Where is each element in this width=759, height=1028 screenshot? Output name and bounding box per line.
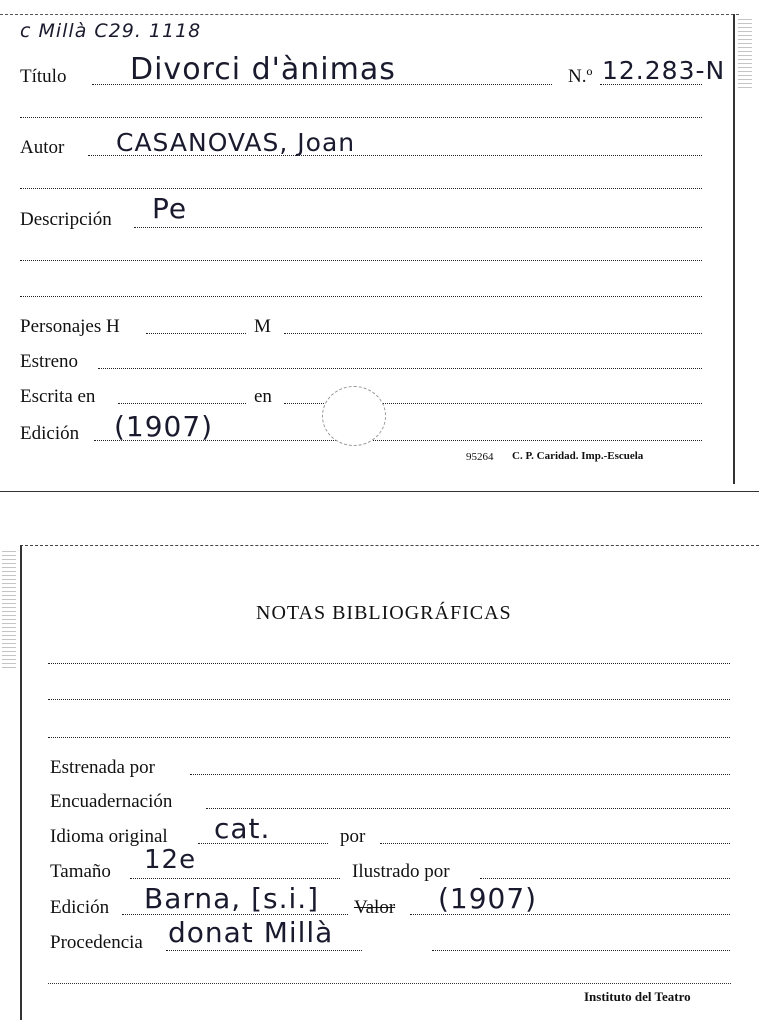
tamano-label: Tamaño [50, 861, 111, 882]
ilustrado-label: Ilustrado por [352, 861, 450, 882]
encuadernacion-label: Encuadernación [50, 791, 173, 812]
procedencia-line-2 [432, 950, 730, 951]
descripcion-label: Descripción [20, 209, 112, 230]
valor-value: (1907) [438, 882, 538, 915]
notas-heading: NOTAS BIBLIOGRÁFICAS [256, 602, 512, 624]
tamano-value: 12e [144, 845, 197, 875]
titulo-value: Divorci d'ànimas [130, 52, 396, 87]
card-top-edge [20, 545, 759, 546]
printer-text: C. P. Caridad. Imp.-Escuela [512, 450, 644, 462]
estreno-label: Estreno [20, 351, 79, 372]
card-right-edge [733, 14, 735, 484]
tamano-line [130, 878, 340, 879]
descripcion-line [134, 227, 702, 228]
edicion-label: Edición [50, 897, 110, 918]
blank-line [20, 296, 702, 297]
escrita-label: Escrita en [20, 386, 96, 407]
catalog-card-front [0, 0, 759, 495]
encuadernacion-line [206, 808, 730, 809]
ilustrado-line [480, 878, 730, 879]
idioma-label: Idioma original [50, 826, 168, 847]
procedencia-label: Procedencia [50, 932, 143, 953]
printer-code: 95264 [466, 451, 494, 463]
card-left-edge [20, 545, 22, 1020]
header-note: c Millà C29. 1118 [20, 20, 202, 42]
edicion-label: Edición [20, 423, 80, 444]
card-bottom-line [48, 983, 731, 984]
numero-label: N.º [568, 66, 593, 87]
blank-line [48, 663, 730, 664]
card-top-edge [0, 14, 739, 15]
card-bottom-edge [0, 491, 759, 492]
titulo-label: Título [20, 66, 67, 87]
blank-line [20, 117, 702, 118]
procedencia-line [166, 950, 362, 951]
personajes-m-line [284, 333, 702, 334]
edicion-value: (1907) [114, 410, 214, 443]
procedencia-value: donat Millà [168, 916, 334, 949]
estreno-line [98, 368, 702, 369]
idioma-por-line [380, 843, 730, 844]
idioma-por-label: por [340, 826, 366, 847]
scan-noise [738, 18, 752, 88]
stamp-hole [322, 386, 386, 446]
blank-line [48, 699, 730, 700]
personajes-label: Personajes H [20, 316, 120, 337]
blank-line [20, 188, 702, 189]
escrita-en-label: en [254, 386, 272, 407]
idioma-value: cat. [214, 812, 271, 845]
estrenada-line [190, 774, 730, 775]
autor-value: CASANOVAS, Joan [116, 128, 356, 157]
personajes-h-line [146, 333, 246, 334]
numero-value: 12.283-N [602, 56, 726, 85]
descripcion-value: Pe [152, 192, 188, 225]
scan-noise [2, 548, 16, 668]
autor-label: Autor [20, 137, 65, 158]
valor-label: Valor [354, 897, 396, 918]
blank-line [48, 737, 730, 738]
blank-line [20, 260, 702, 261]
footer-label: Instituto del Teatro [584, 989, 691, 1004]
escrita-line [118, 403, 246, 404]
estrenada-label: Estrenada por [50, 757, 155, 778]
personajes-m-label: M [254, 316, 271, 337]
edicion-value: Barna, [s.i.] [144, 882, 320, 915]
